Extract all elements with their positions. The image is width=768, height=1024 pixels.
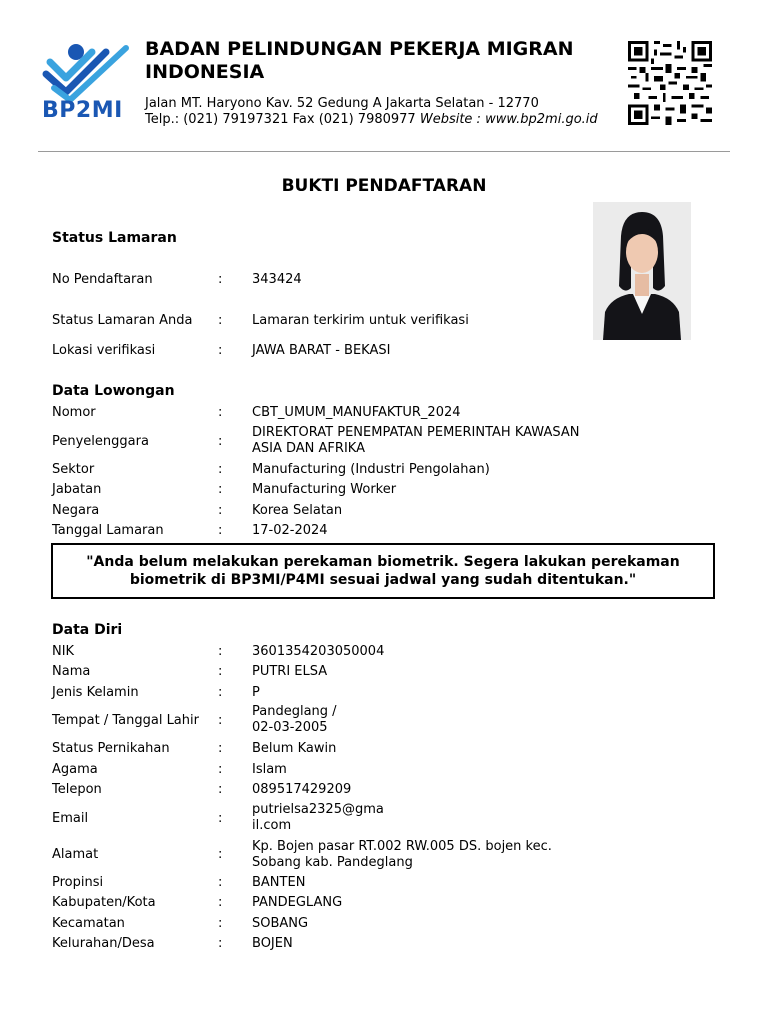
field-value-line: putrielsa2325@gma xyxy=(252,802,384,817)
field-separator: : xyxy=(218,343,223,358)
qr-code-icon xyxy=(626,41,714,125)
website: Website : www.bp2mi.go.id xyxy=(419,112,598,127)
field-separator: : xyxy=(218,847,223,862)
field-value: Manufacturing Worker xyxy=(252,482,397,497)
field-separator: : xyxy=(218,313,223,328)
field-value: Islam xyxy=(252,762,287,777)
field-label: Nomor xyxy=(52,405,96,420)
field-value: P xyxy=(252,685,260,700)
field-label: Nama xyxy=(52,664,91,679)
applicant-photo xyxy=(593,202,691,340)
field-label: Lokasi verifikasi xyxy=(52,343,156,358)
section-status-lamaran: Status Lamaran xyxy=(52,230,177,246)
field-label: Negara xyxy=(52,503,100,518)
field-label: Tanggal Lamaran xyxy=(52,523,164,538)
field-value: Belum Kawin xyxy=(252,741,337,756)
field-value: BANTEN xyxy=(252,875,306,890)
field-label: Status Pernikahan xyxy=(52,741,170,756)
header-divider xyxy=(38,151,730,152)
field-value-line: Sobang kab. Pandeglang xyxy=(252,855,413,870)
organization-name: BADAN PELINDUNGAN PEKERJA MIGRAN INDONESIA xyxy=(145,38,574,83)
field-label: Kabupaten/Kota xyxy=(52,895,156,910)
field-label: Tempat / Tanggal Lahir xyxy=(52,713,199,728)
document-title: BUKTI PENDAFTARAN xyxy=(281,176,487,196)
field-label: Jabatan xyxy=(52,482,102,497)
field-label: Kecamatan xyxy=(52,916,125,931)
field-separator: : xyxy=(218,523,223,538)
section-data-diri: Data Diri xyxy=(52,622,123,638)
field-separator: : xyxy=(218,482,223,497)
phone-fax: Telp.: (021) 79197321 Fax (021) 7980977 xyxy=(145,112,416,127)
field-value xyxy=(252,839,582,871)
field-value: 17-02-2024 xyxy=(252,523,328,538)
field-label: Penyelenggara xyxy=(52,434,149,449)
contact-line xyxy=(145,112,598,128)
field-separator: : xyxy=(218,782,223,797)
field-separator: : xyxy=(218,644,223,659)
field-value: 343424 xyxy=(252,272,302,287)
field-label: Sektor xyxy=(52,462,95,477)
field-value xyxy=(252,704,582,736)
field-value: BOJEN xyxy=(252,936,293,951)
field-separator: : xyxy=(218,462,223,477)
organization-address xyxy=(145,96,598,128)
field-separator: : xyxy=(218,895,223,910)
field-separator: : xyxy=(218,713,223,728)
field-separator: : xyxy=(218,741,223,756)
field-value xyxy=(252,425,582,457)
field-separator: : xyxy=(218,664,223,679)
letterhead xyxy=(0,0,768,160)
field-label: Kelurahan/Desa xyxy=(52,936,155,951)
field-label: Status Lamaran Anda xyxy=(52,313,193,328)
field-label: Alamat xyxy=(52,847,99,862)
address-line: Jalan MT. Haryono Kav. 52 Gedung A Jakarta Selatan - 12770 xyxy=(145,96,539,111)
field-value: 3601354203050004 xyxy=(252,644,385,659)
field-value-line: Pandeglang / xyxy=(252,704,337,719)
field-value: PANDEGLANG xyxy=(252,895,343,910)
field-value: JAWA BARAT - BEKASI xyxy=(252,343,391,358)
field-separator: : xyxy=(218,811,223,826)
field-value: SOBANG xyxy=(252,916,309,931)
section-data-lowongan: Data Lowongan xyxy=(52,383,175,399)
field-label: No Pendaftaran xyxy=(52,272,153,287)
field-separator: : xyxy=(218,405,223,420)
field-value: Lamaran terkirim untuk verifikasi xyxy=(252,313,469,328)
field-value: 089517429209 xyxy=(252,782,352,797)
field-label: Telepon xyxy=(52,782,102,797)
field-value-line: DIREKTORAT PENEMPATAN PEMERINTAH KAWASAN xyxy=(252,425,580,440)
field-value-line: ASIA DAN AFRIKA xyxy=(252,441,365,456)
field-value: PUTRI ELSA xyxy=(252,664,328,679)
field-label: NIK xyxy=(52,644,75,659)
field-value: CBT_UMUM_MANUFAKTUR_2024 xyxy=(252,405,461,420)
field-value: Manufacturing (Industri Pengolahan) xyxy=(252,462,490,477)
field-separator: : xyxy=(218,916,223,931)
field-value-line: 02-03-2005 xyxy=(252,720,328,735)
notice-text: "Anda belum melakukan perekaman biometrik. Segera lakukan perekaman biometrik di BP3MI/P4MI sesuai jadwal yang sudah ditentukan." xyxy=(86,554,680,588)
biometric-notice xyxy=(51,543,715,599)
logo-wordmark: BP2MI xyxy=(42,98,123,123)
field-separator: : xyxy=(218,434,223,449)
field-separator: : xyxy=(218,762,223,777)
field-value-line: Kp. Bojen pasar RT.002 RW.005 DS. bojen kec. xyxy=(252,839,552,854)
field-separator: : xyxy=(218,936,223,951)
field-value xyxy=(252,802,582,834)
field-value: Korea Selatan xyxy=(252,503,343,518)
field-label: Jenis Kelamin xyxy=(52,685,139,700)
field-separator: : xyxy=(218,272,223,287)
field-separator: : xyxy=(218,875,223,890)
field-separator: : xyxy=(218,503,223,518)
field-value-line: il.com xyxy=(252,818,292,833)
field-label: Agama xyxy=(52,762,98,777)
field-label: Propinsi xyxy=(52,875,104,890)
field-label: Email xyxy=(52,811,89,826)
field-separator: : xyxy=(218,685,223,700)
